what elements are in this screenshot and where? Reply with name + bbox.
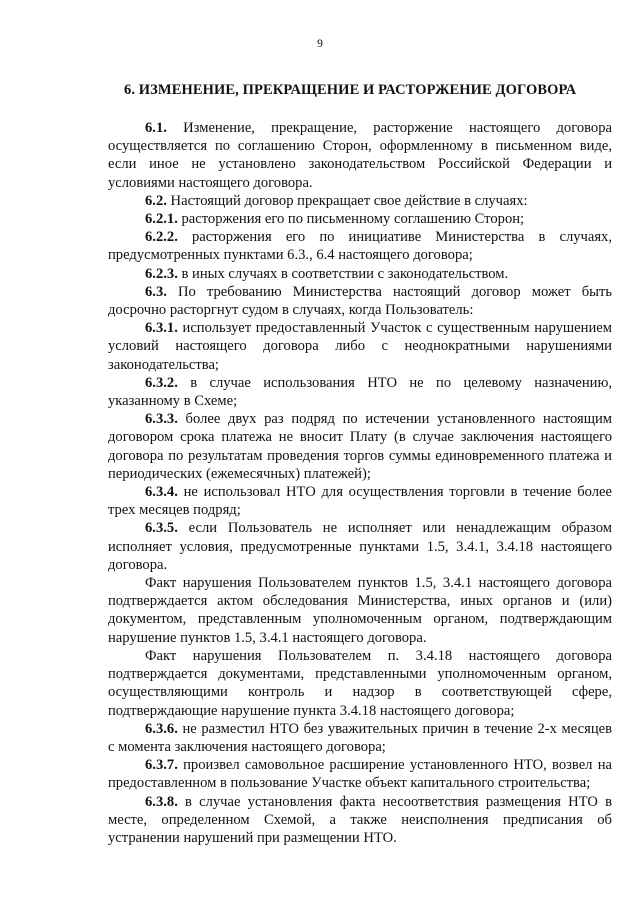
clause-text: в иных случаях в соответствии с законодательством. bbox=[181, 265, 509, 282]
paragraph-6-2-2 bbox=[108, 228, 612, 264]
clause-text: более двух раз подряд по истечении установленного настоящим договором срока платежа не вносит Плату (в случае заключения настоящего договора по результатам проведения торгов суммы единовременного платежа и периодических (ежемесячных) платежей); bbox=[108, 411, 612, 482]
clause-number: 6.3.2. bbox=[145, 374, 178, 391]
clause-text: если Пользователь не исполняет или ненадлежащим образом исполняет условия, предусмотренные пунктами 1.5, 3.4.1, 3.4.18 настоящего договора. bbox=[108, 520, 612, 573]
section-heading: 6. ИЗМЕНЕНИЕ, ПРЕКРАЩЕНИЕ И РАСТОРЖЕНИЕ ДОГОВОРА bbox=[124, 82, 577, 98]
clause-text: не разместил НТО без уважительных причин в течение 2-х месяцев с момента заключения настоящего договора; bbox=[108, 720, 612, 755]
clause-number: 6.3.1. bbox=[145, 320, 178, 337]
clause-text: По требованию Министерства настоящий договор может быть досрочно расторгнут судом в случаях, когда Пользователь: bbox=[108, 283, 612, 319]
clause-text: в случае использования НТО не по целевому назначению, указанному в Схеме; bbox=[108, 374, 612, 410]
paragraph-6-3-8 bbox=[108, 793, 612, 848]
paragraph-6-3-7 bbox=[108, 756, 612, 792]
clause-number: 6.2. bbox=[145, 192, 167, 209]
paragraph-6-2-3 bbox=[108, 265, 612, 283]
paragraph-violation-fact-2 bbox=[108, 647, 612, 720]
paragraph-6-3-2 bbox=[108, 374, 612, 410]
paragraph-6-2-1 bbox=[108, 210, 612, 228]
paragraph-6-2 bbox=[108, 192, 612, 210]
paragraph-6-3-1 bbox=[108, 319, 612, 374]
paragraph-6-3-4 bbox=[108, 483, 612, 519]
paragraph-6-3-3 bbox=[108, 410, 612, 483]
clause-number: 6.2.3. bbox=[145, 265, 178, 282]
clause-text: в случае установления факта несоответствия размещения НТО в месте, определенном Схемой, а также неисполнения предписания об устранении нарушений при размещении НТО. bbox=[108, 793, 612, 846]
document-body bbox=[108, 119, 612, 847]
clause-text: Настоящий договор прекращает свое действие в случаях: bbox=[170, 192, 528, 209]
clause-text: расторжения его по инициативе Министерства в случаях, предусмотренных пунктами 6.3., 6.4 настоящего договора; bbox=[108, 229, 613, 264]
clause-number: 6.3.7. bbox=[145, 757, 178, 774]
clause-text: использует предоставленный Участок с существенным нарушением условий настоящего договора либо с неоднократными нарушениями законодательства; bbox=[108, 320, 612, 373]
page-number: 9 bbox=[317, 38, 323, 50]
clause-number: 6.3.5. bbox=[145, 520, 178, 537]
paragraph-6-3-6 bbox=[108, 720, 612, 756]
clause-text: не использовал НТО для осуществления торговли в течение более трех месяцев подряд; bbox=[108, 484, 612, 519]
clause-number: 6.3.8. bbox=[145, 793, 178, 810]
clause-text: расторжения его по письменному соглашению Сторон; bbox=[181, 211, 525, 228]
clause-number: 6.3.3. bbox=[145, 411, 178, 428]
paragraph-6-1 bbox=[108, 119, 612, 192]
clause-text: Факт нарушения Пользователем пунктов 1.5, 3.4.1 настоящего договора подтверждается актом обследования Министерства, иных органов и (или) документом, представленным уполномоченным органом, подтверждающим нарушение пунктов 1.5, 3.4.1 настоящего договора. bbox=[108, 575, 612, 646]
paragraph-violation-fact-1 bbox=[108, 574, 612, 647]
clause-number: 6.2.2. bbox=[145, 229, 178, 246]
clause-number: 6.3.4. bbox=[145, 484, 178, 501]
clause-text: Факт нарушения Пользователем п. 3.4.18 настоящего договора подтверждается документами, представленными уполномоченным органом, осуществляющими контроль и надзор в соответствующей сфере, подтверждающие нарушение пункта 3.4.18 настоящего договора; bbox=[108, 647, 612, 719]
paragraph-6-3 bbox=[108, 283, 612, 319]
clause-text: Изменение, прекращение, расторжение настоящего договора осуществляется по соглашению Сторон, оформленному в письменном виде, если иное не установлено законодательством Российской Федерации и условиями настоящего договора. bbox=[108, 120, 612, 191]
clause-number: 6.3.6. bbox=[145, 720, 178, 737]
clause-number: 6.1. bbox=[145, 120, 167, 136]
clause-text: произвел самовольное расширение установленного НТО, возвел на предоставленном в пользование Участке объект капитального строительства; bbox=[108, 757, 612, 792]
clause-number: 6.2.1. bbox=[145, 211, 178, 228]
paragraph-6-3-5 bbox=[108, 519, 612, 574]
clause-number: 6.3. bbox=[145, 283, 167, 300]
